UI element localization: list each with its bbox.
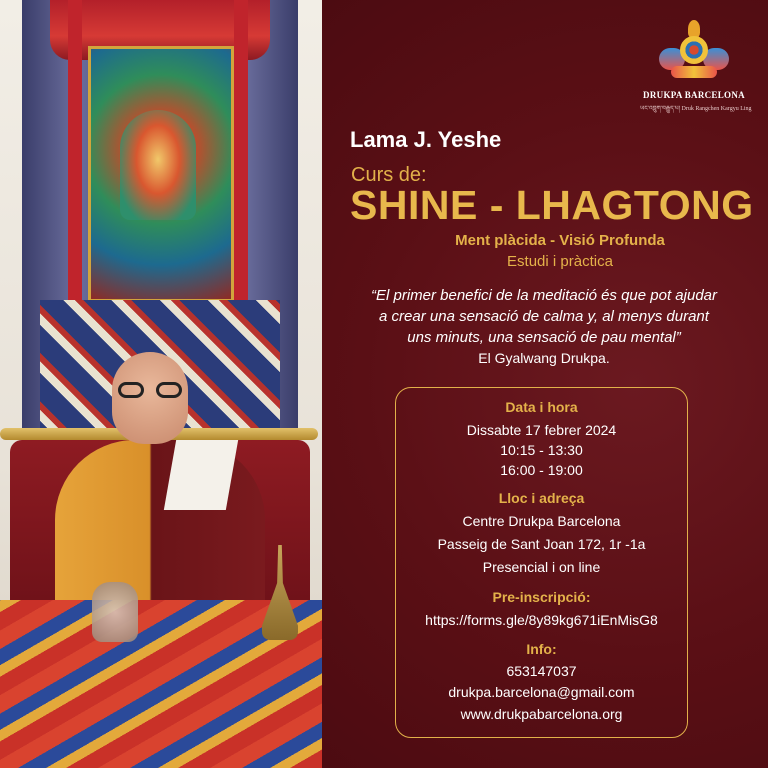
event-time-morning: 10:15 - 13:30 (500, 442, 583, 458)
website-link[interactable]: www.drukpabarcelona.org (460, 706, 623, 722)
course-subtitle-2: Estudi i pràctica (507, 253, 613, 270)
quote-line-1: “El primer benefici de la meditació és que pot ajudar (370, 287, 718, 304)
attendance-mode: Presencial i on line (482, 559, 601, 575)
registration-heading: Pre-inscripció: (492, 589, 591, 605)
contact-phone[interactable]: 653147037 (506, 663, 577, 679)
place-heading: Lloc i adreça (498, 490, 585, 506)
thangka-deity (120, 110, 196, 220)
logo-tagline: ཡང་འབྲུག་བརྒྱུད་པ། Druk Rangchen Kargyu Ling (640, 106, 752, 112)
quote (360, 285, 728, 348)
lama-photo (0, 0, 322, 768)
event-time-afternoon: 16:00 - 19:00 (500, 462, 583, 478)
info-heading: Info: (526, 641, 557, 657)
registration-link[interactable]: https://forms.gle/8y89kg671iEnMisG8 (425, 612, 658, 628)
glasses (118, 382, 182, 400)
speaker-name: Lama J. Yeshe (350, 127, 502, 152)
dharma-wheel-icon (659, 20, 729, 82)
date-heading: Data i hora (505, 399, 578, 415)
course-label: Curs de: (351, 164, 427, 186)
event-date: Dissabte 17 febrer 2024 (466, 422, 617, 438)
logo-name: DRUKPA BARCELONA (643, 90, 745, 100)
drukpa-logo (640, 20, 752, 124)
quote-line-3: uns minuts, una sensació de pau mental” (407, 329, 681, 346)
place-address: Passeig de Sant Joan 172, 1r -1a (437, 536, 646, 552)
contact-email[interactable]: drukpa.barcelona@gmail.com (448, 684, 635, 700)
course-subtitle: Ment plàcida - Visió Profunda (455, 232, 665, 249)
quote-line-2: a crear una sensació de calma y, al menys durant (379, 308, 709, 325)
course-title: SHINE - LHAGTONG (350, 182, 754, 228)
quote-author: El Gyalwang Drukpa. (478, 350, 610, 366)
place-name: Centre Drukpa Barcelona (462, 513, 621, 529)
monk-shawl (164, 440, 238, 510)
crystal-jar (92, 582, 138, 642)
